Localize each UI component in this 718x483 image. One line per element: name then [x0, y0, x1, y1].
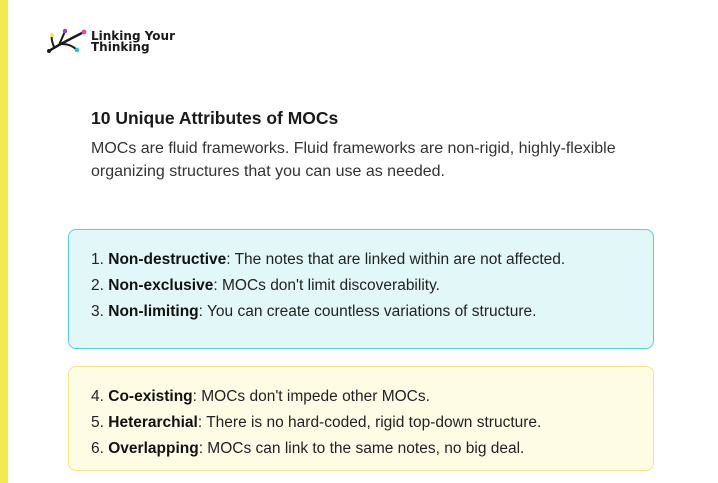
intro-line-2: organizing structures that you can use as needed.	[91, 163, 445, 180]
attribute-number: 2.	[91, 277, 104, 294]
attribute-term: Non-limiting	[108, 303, 199, 320]
attribute-description: : You can create countless variations of structure.	[198, 303, 537, 320]
logo-line-1: Linking Your	[91, 29, 175, 43]
logo[interactable]	[46, 27, 175, 57]
attribute-term: Non-destructive	[108, 251, 227, 268]
attribute-number: 5.	[91, 414, 104, 431]
attribute-item	[91, 247, 653, 273]
ltt-arrows-icon	[46, 28, 88, 56]
attributes-group-2	[68, 366, 654, 471]
attribute-item	[91, 299, 653, 325]
attribute-term: Heterarchial	[108, 414, 198, 431]
intro-line-1: MOCs are fluid frameworks. Fluid frameworks are non-rigid, highly-flexible	[91, 140, 616, 157]
left-accent-bar	[0, 0, 8, 483]
article-intro	[91, 137, 691, 183]
logo-line-2: Thinking	[91, 40, 150, 54]
attribute-number: 3.	[91, 303, 104, 320]
attributes-group-1	[68, 229, 654, 349]
attribute-term: Non-exclusive	[108, 277, 214, 294]
attribute-item	[91, 384, 653, 410]
article-title: 10 Unique Attributes of MOCs	[91, 108, 339, 128]
attribute-item	[91, 273, 653, 299]
attribute-description: : MOCs don't impede other MOCs.	[192, 388, 430, 405]
attribute-description: : There is no hard-coded, rigid top-down structure.	[197, 414, 542, 431]
attribute-number: 6.	[91, 440, 104, 457]
attribute-item	[91, 436, 653, 462]
attribute-term: Overlapping	[108, 440, 199, 457]
attribute-description: : MOCs don't limit discoverability.	[213, 277, 440, 294]
logo-wordmark	[91, 31, 175, 53]
attribute-number: 1.	[91, 251, 104, 268]
attribute-number: 4.	[91, 388, 104, 405]
attribute-description: : The notes that are linked within are not affected.	[226, 251, 566, 268]
attribute-description: : MOCs can link to the same notes, no big deal.	[198, 440, 525, 457]
attribute-term: Co-existing	[108, 388, 193, 405]
attribute-item	[91, 410, 653, 436]
